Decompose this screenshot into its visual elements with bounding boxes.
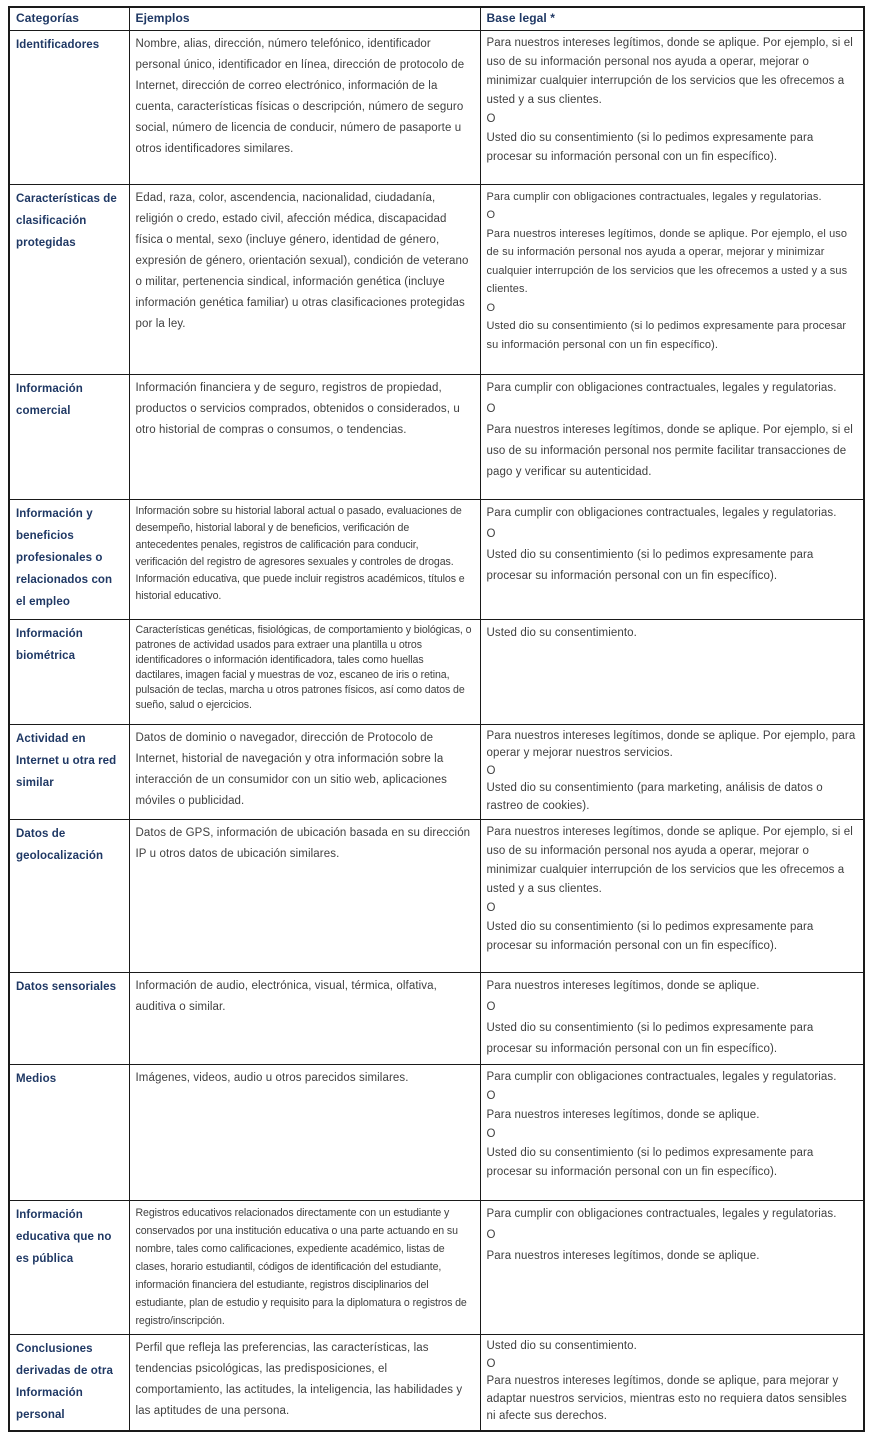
legal-paragraph: Usted dio su consentimiento (para marketing, análisis de datos o rastreo de cookies). [486, 782, 823, 812]
legal-cell [480, 374, 864, 499]
legal-paragraph: O [486, 402, 496, 415]
legal-paragraph: Para nuestros intereses legítimos, donde se aplique. Por ejemplo, si el uso de su información personal nos permite facilitar transacciones de pago y verificar su autenticidad. [486, 423, 853, 478]
legal-paragraph: O [486, 1229, 496, 1241]
legal-cell [480, 184, 864, 374]
category-cell: Información comercial [9, 374, 129, 499]
table-row [9, 820, 864, 973]
legal-paragraph: O [486, 1357, 496, 1370]
examples-cell: Información sobre su historial laboral actual o pasado, evaluaciones de desempeño, historial laboral y de beneficios, verificación de antecedentes penales, registros de calificación para conducir, verificación del registro de agresores sexuales y controles de drogas. Información educativa, que puede incluir registros académicos, títulos e historial educativo. [129, 499, 480, 619]
legal-paragraph: O [486, 1001, 496, 1013]
category-cell: Actividad en Internet u otra red similar [9, 724, 129, 820]
legal-paragraph: Usted dio su consentimiento (si lo pedimos expresamente para procesar su información personal con un fin específico). [486, 131, 814, 163]
examples-cell: Datos de GPS, información de ubicación basada en su dirección IP u otros datos de ubicación similares. [129, 820, 480, 973]
legal-paragraph: O [486, 209, 496, 221]
legal-cell [480, 1065, 864, 1201]
legal-paragraph: Usted dio su consentimiento. [486, 1340, 637, 1352]
legal-paragraph: Para cumplir con obligaciones contractuales, legales y regulatorias. [486, 1071, 837, 1083]
examples-cell: Características genéticas, fisiológicas, de comportamiento y biológicas, o patrones de actividad usados para extraer una plantilla u otros identificadores o información identificadora, tales como huellas dactilares, imagen facial y muestras de voz, escaneo de iris o retina, pulsación de teclas, marcha u otros patrones físicos, así como datos de sueño, salud o ejercicios. [129, 619, 480, 724]
legal-paragraph: O [486, 902, 496, 914]
legal-paragraph: O [486, 112, 496, 125]
table-row [9, 1335, 864, 1432]
legal-cell [480, 30, 864, 184]
legal-paragraph: Usted dio su consentimiento (si lo pedimos expresamente para procesar su información personal con un fin específico). [486, 548, 814, 582]
examples-cell: Datos de dominio o navegador, dirección de Protocolo de Internet, historial de navegación y otra información sobre la interacción de un consumidor con un sitio web, aplicaciones móviles o publicidad. [129, 724, 480, 820]
examples-cell: Información financiera y de seguro, registros de propiedad, productos o servicios comprados, obtenidos o considerados, u otro historial de compras o consumos, o tendencias. [129, 374, 480, 499]
legal-paragraph: Usted dio su consentimiento (si lo pedimos expresamente para procesar su información personal con un fin específico). [486, 1147, 814, 1178]
examples-cell: Información de audio, electrónica, visual, térmica, olfativa, auditiva o similar. [129, 973, 480, 1065]
legal-paragraph: Para nuestros intereses legítimos, donde se aplique. [486, 1109, 760, 1121]
column-header-examples: Ejemplos [129, 7, 480, 30]
table-row [9, 973, 864, 1065]
legal-cell [480, 619, 864, 724]
legal-paragraph: Para nuestros intereses legítimos, donde se aplique. [486, 980, 760, 992]
legal-paragraph: Para cumplir con obligaciones contractuales, legales y regulatorias. [486, 190, 822, 203]
column-header-base-legal: Base legal * [480, 7, 864, 30]
legal-paragraph: Usted dio su consentimiento. [486, 626, 637, 639]
legal-paragraph: Usted dio su consentimiento (si lo pedimos expresamente para procesar su información personal con un fin específico). [486, 921, 814, 952]
examples-cell: Imágenes, videos, audio u otros parecidos similares. [129, 1065, 480, 1201]
legal-cell [480, 820, 864, 973]
category-cell: Características de clasificación protegidas [9, 184, 129, 374]
table-row [9, 374, 864, 499]
legal-cell [480, 973, 864, 1065]
legal-paragraph: O [486, 764, 496, 777]
legal-paragraph: Usted dio su consentimiento (si lo pedimos expresamente para procesar su información personal con un fin específico). [486, 320, 847, 351]
table-header [9, 7, 864, 30]
personal-data-categories-table [8, 6, 865, 1432]
legal-paragraph: Para nuestros intereses legítimos, donde se aplique. Por ejemplo, el uso de su información personal nos ayuda a operar, mejorar y minimizar cualquier interrupción de los servicios que les ofrecemos a usted y a sus clientes. [486, 227, 848, 295]
table-row [9, 30, 864, 184]
table-row [9, 724, 864, 820]
category-cell: Información biométrica [9, 619, 129, 724]
examples-cell: Nombre, alias, dirección, número telefónico, identificador personal único, identificador en línea, dirección de protocolo de Internet, dirección de correo electrónico, información de la cuenta, características físicas o descripción, número de seguro social, número de licencia de conducir, número de pasaporte u otros identificadores similares. [129, 30, 480, 184]
legal-paragraph: Usted dio su consentimiento (si lo pedimos expresamente para procesar su información personal con un fin específico). [486, 1022, 814, 1055]
legal-paragraph: Para nuestros intereses legítimos, donde se aplique. [486, 1250, 760, 1262]
legal-paragraph: Para nuestros intereses legítimos, donde se aplique. Por ejemplo, si el uso de su información personal nos ayuda a operar, mejorar o minimizar cualquier interrupción de los servicios que les ofrecemos a usted y a sus clientes. [486, 36, 853, 106]
category-cell: Identificadores [9, 30, 129, 184]
legal-paragraph: O [486, 1128, 496, 1140]
legal-paragraph: Para nuestros intereses legítimos, donde se aplique. Por ejemplo, para operar y mejorar nuestros servicios. [486, 729, 856, 759]
category-cell: Datos de geolocalización [9, 820, 129, 973]
category-cell: Conclusiones derivadas de otra Información personal [9, 1335, 129, 1432]
examples-cell: Edad, raza, color, ascendencia, nacionalidad, ciudadanía, religión o credo, estado civil, afección médica, discapacidad física o mental, sexo (incluye género, identidad de género, expresión de género, orientación sexual), condición de veterano o militar, pertenencia sindical, información genética (incluye información genética familiar) u otras clasificaciones protegidas por la ley. [129, 184, 480, 374]
legal-paragraph: Para nuestros intereses legítimos, donde se aplique, para mejorar y adaptar nuestros servicios, mientras esto no requiera datos sensibles ni afecte sus derechos. [486, 1375, 847, 1422]
legal-cell [480, 724, 864, 820]
legal-paragraph: Para nuestros intereses legítimos, donde se aplique. Por ejemplo, si el uso de su información personal nos ayuda a operar, mejorar o minimizar cualquier interrupción de los servicios que les ofrecemos a usted y a sus clientes. [486, 826, 853, 895]
legal-paragraph: O [486, 527, 496, 540]
legal-paragraph: O [486, 301, 496, 314]
header-row [9, 7, 864, 30]
category-cell: Información educativa que no es pública [9, 1201, 129, 1335]
legal-paragraph: O [486, 1090, 496, 1102]
table-row [9, 619, 864, 724]
table-row [9, 1065, 864, 1201]
table-row [9, 1201, 864, 1335]
legal-cell [480, 1201, 864, 1335]
legal-cell [480, 1335, 864, 1432]
table-row [9, 499, 864, 619]
legal-paragraph: Para cumplir con obligaciones contractuales, legales y regulatorias. [486, 506, 837, 519]
legal-paragraph: Para cumplir con obligaciones contractuales, legales y regulatorias. [486, 1208, 837, 1220]
examples-cell: Registros educativos relacionados directamente con un estudiante y conservados por una institución educativa o una parte actuando en su nombre, tales como calificaciones, expediente académico, listas de clases, horario estudiantil, códigos de identificación del estudiante, información financiera del estudiante, registros disciplinarios del estudiante, plan de estudio y requisito para la diplomatura o registros de registro/inscripción. [129, 1201, 480, 1335]
category-cell: Datos sensoriales [9, 973, 129, 1065]
table-row [9, 184, 864, 374]
table-body [9, 30, 864, 1431]
category-cell: Información y beneficios profesionales o relacionados con el empleo [9, 499, 129, 619]
category-cell: Medios [9, 1065, 129, 1201]
legal-cell [480, 499, 864, 619]
examples-cell: Perfil que refleja las preferencias, las características, las tendencias psicológicas, las predisposiciones, el comportamiento, las actitudes, la inteligencia, las habilidades y las aptitudes de una persona. [129, 1335, 480, 1432]
legal-paragraph: Para cumplir con obligaciones contractuales, legales y regulatorias. [486, 381, 837, 394]
column-header-categories: Categorías [9, 7, 129, 30]
